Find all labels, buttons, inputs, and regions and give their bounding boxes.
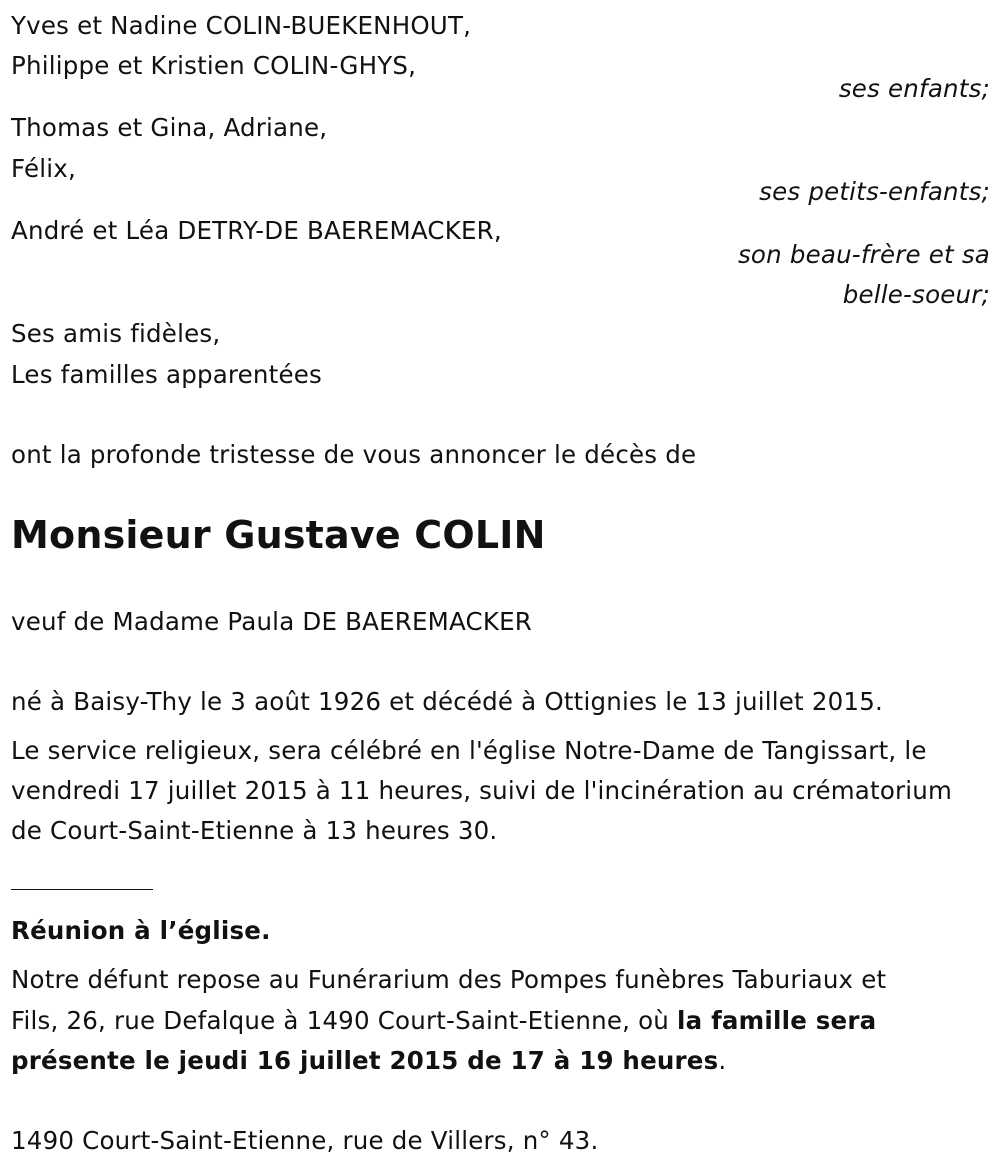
service-line-2: vendredi 17 juillet 2015 à 11 heures, suivi de l'incinération au crématorium bbox=[11, 776, 953, 805]
meeting-line-2-text: Fils, 26, rue Defalque à 1490 Court-Saint-Etienne, où bbox=[11, 1006, 678, 1035]
service-line-1: Le service religieux, sera célébré en l'église Notre-Dame de Tangissart, le bbox=[11, 736, 927, 765]
friends-line: Ses amis fidèles, bbox=[11, 319, 221, 348]
grandchild-line-1: Thomas et Gina, Adriane, bbox=[11, 113, 328, 142]
grandchild-line-2: Félix, bbox=[11, 154, 76, 183]
separator-rule bbox=[11, 889, 153, 890]
children-role: ses enfants; bbox=[838, 74, 990, 103]
announcement-intro: ont la profonde tristesse de vous annoncer le décès de bbox=[11, 440, 697, 469]
in-laws-role-line-2: belle-soeur; bbox=[842, 280, 990, 309]
birth-death-line: né à Baisy-Thy le 3 août 1926 et décédé à Ottignies le 13 juillet 2015. bbox=[11, 687, 883, 716]
child-line-2: Philippe et Kristien COLIN-GHYS, bbox=[11, 51, 417, 80]
relatives-line: Les familles apparentées bbox=[11, 360, 322, 389]
meeting-line-2 bbox=[11, 1001, 876, 1041]
meeting-line-3-bold: présente le jeudi 16 juillet 2015 de 17 à 19 heures bbox=[11, 1046, 719, 1075]
address-line: 1490 Court-Saint-Etienne, rue de Villers, n° 43. bbox=[11, 1126, 599, 1155]
meeting-line-2-bold: la famille sera bbox=[677, 1006, 877, 1035]
meeting-line-3 bbox=[11, 1041, 726, 1081]
child-line-1: Yves et Nadine COLIN-BUEKENHOUT, bbox=[11, 11, 472, 40]
meeting-heading: Réunion à l’église. bbox=[11, 916, 271, 945]
in-laws-line: André et Léa DETRY-DE BAEREMACKER, bbox=[11, 216, 502, 245]
spouse-line: veuf de Madame Paula DE BAEREMACKER bbox=[11, 607, 533, 636]
grandchildren-role: ses petits-enfants; bbox=[759, 177, 990, 206]
meeting-line-1: Notre défunt repose au Funérarium des Pompes funèbres Taburiaux et bbox=[11, 965, 887, 994]
in-laws-role-line-1: son beau-frère et sa bbox=[737, 240, 990, 269]
deceased-name: Monsieur Gustave COLIN bbox=[11, 513, 546, 557]
meeting-line-3-end: . bbox=[718, 1046, 727, 1075]
service-line-3: de Court-Saint-Etienne à 13 heures 30. bbox=[11, 816, 498, 845]
